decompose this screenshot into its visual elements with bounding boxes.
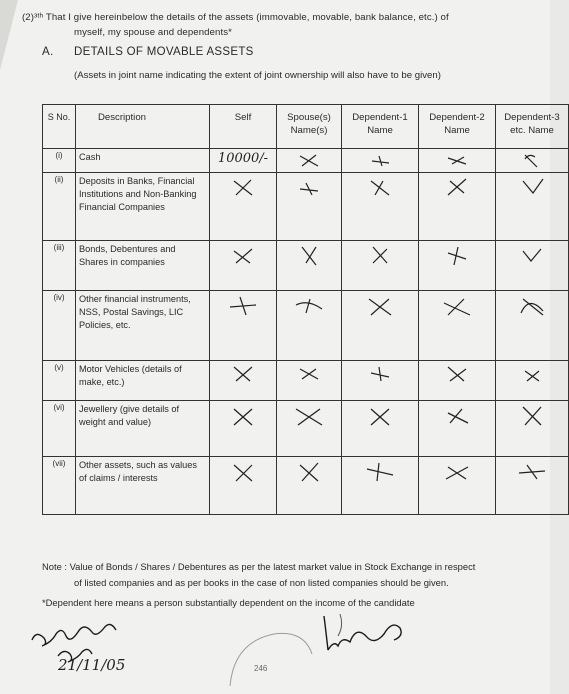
cross-mark-icon (294, 459, 324, 485)
note-line-1: Note : Value of Bonds / Shares / Debentures as per the latest market value in Stock Exchange in respect (42, 561, 476, 572)
signature-date: 21/11/05 (58, 656, 126, 674)
cross-mark-icon (442, 175, 472, 199)
cell-cross (419, 457, 496, 515)
row-description: Deposits in Banks, Financial Institutions and Non-Banking Financial Companies (76, 173, 210, 241)
cell-cross (342, 149, 419, 173)
header-spouse: Spouse(s) Name(s) (277, 105, 342, 149)
cell-cross (419, 291, 496, 361)
row-sno: (iii) (43, 241, 76, 291)
cross-mark-icon (440, 293, 474, 319)
cash-amount-handwritten: 10000/- (217, 151, 269, 166)
intro-line-1: (2)³ᵗʰ That I give hereinbelow the details of the assets (immovable, movable, bank balance, etc.) of (22, 12, 449, 23)
cell-cross (496, 173, 569, 241)
cell-cross (277, 401, 342, 457)
cross-mark-icon (440, 459, 474, 485)
table-row (43, 401, 569, 457)
cross-mark-icon (292, 403, 326, 429)
table-row (43, 361, 569, 401)
note-line-2: of listed companies and as per books in the case of non listed companies should be given. (74, 577, 449, 588)
header-dependent-1: Dependent-1 Name (342, 105, 419, 149)
cell-cross (277, 241, 342, 291)
cross-mark-icon (365, 403, 395, 429)
cell-cross (496, 291, 569, 361)
cross-mark-icon (228, 403, 258, 429)
table-row (43, 173, 569, 241)
table-row (43, 457, 569, 515)
cell-cross (419, 361, 496, 401)
cell-cross (277, 173, 342, 241)
cross-mark-icon (228, 459, 258, 485)
cell-cross (342, 291, 419, 361)
cross-mark-icon (442, 243, 472, 267)
page-fold-shadow (0, 0, 18, 70)
cross-mark-icon (365, 363, 395, 385)
row-description: Bonds, Debentures and Shares in companies (76, 241, 210, 291)
section-number: A. (42, 46, 54, 58)
cross-mark-icon (515, 293, 549, 319)
movable-assets-table (42, 104, 569, 515)
row-description: Other assets, such as values of claims / interests (76, 457, 210, 515)
cell-cross (342, 457, 419, 515)
cell-cross (342, 173, 419, 241)
page-number: 246 (254, 664, 268, 673)
cross-mark-icon (365, 175, 395, 199)
row-sno: (i) (43, 149, 76, 173)
cell-cross (419, 401, 496, 457)
table-row (43, 241, 569, 291)
cross-mark-icon (294, 243, 324, 267)
table-row (43, 291, 569, 361)
row-sno: (iv) (43, 291, 76, 361)
cell-cross (277, 457, 342, 515)
cell-cross (277, 291, 342, 361)
row-sno: (vi) (43, 401, 76, 457)
cell-cross (496, 149, 569, 173)
cell-cross (277, 149, 342, 173)
header-self: Self (210, 105, 277, 149)
cell-cross (210, 361, 277, 401)
header-dependent-2: Dependent-2 Name (419, 105, 496, 149)
cross-mark-icon (294, 175, 324, 199)
cell-cross (277, 361, 342, 401)
cell-cross (419, 173, 496, 241)
row-sno: (vii) (43, 457, 76, 515)
row-description: Jewellery (give details of weight and value) (76, 401, 210, 457)
cell-cross (419, 241, 496, 291)
cross-mark-icon (226, 293, 260, 319)
cross-mark-icon (442, 403, 472, 429)
cell-self-cash (210, 149, 277, 173)
intro-line-2: myself, my spouse and dependents* (74, 27, 232, 38)
row-sno: (ii) (43, 173, 76, 241)
cross-mark-icon (517, 151, 547, 169)
section-subnote: (Assets in joint name indicating the extent of joint ownership will also have to be given) (74, 70, 441, 81)
row-description: Other financial instruments, NSS, Postal Savings, LIC Policies, etc. (76, 291, 210, 361)
header-description: Description (76, 105, 210, 149)
table-header-row (43, 105, 569, 149)
row-description: Motor Vehicles (details of make, etc.) (76, 361, 210, 401)
cross-mark-icon (442, 151, 472, 169)
cross-mark-icon (365, 243, 395, 267)
cross-mark-icon (517, 175, 547, 199)
cross-mark-icon (365, 151, 395, 169)
cell-cross (496, 401, 569, 457)
cross-mark-icon (515, 459, 549, 485)
cell-cross (496, 361, 569, 401)
cross-mark-icon (517, 363, 547, 385)
cross-mark-icon (294, 363, 324, 385)
header-dependent-3: Dependent-3 etc. Name (496, 105, 569, 149)
cross-mark-icon (228, 363, 258, 385)
cross-mark-icon (228, 175, 258, 199)
right-signature-image (310, 606, 420, 664)
cell-cross (342, 241, 419, 291)
header-sno: S No. (43, 105, 76, 149)
cell-cross (210, 457, 277, 515)
section-title: DETAILS OF MOVABLE ASSETS (74, 46, 254, 58)
cell-cross (342, 401, 419, 457)
cell-cross (210, 291, 277, 361)
cell-cross (210, 241, 277, 291)
cell-cross (496, 241, 569, 291)
cross-mark-icon (294, 151, 324, 169)
cross-mark-icon (517, 403, 547, 429)
table-row (43, 149, 569, 173)
cross-mark-icon (228, 243, 258, 267)
cell-cross (496, 457, 569, 515)
cross-mark-icon (292, 293, 326, 319)
row-description: Cash (76, 149, 210, 173)
stamp-outline-image (224, 628, 314, 692)
cross-mark-icon (363, 459, 397, 485)
cross-mark-icon (363, 293, 397, 319)
cell-cross (210, 401, 277, 457)
cell-cross (419, 149, 496, 173)
cross-mark-icon (517, 243, 547, 267)
dependent-footnote: *Dependent here means a person substantially dependent on the income of the candidate (42, 597, 415, 608)
cell-cross (342, 361, 419, 401)
cross-mark-icon (442, 363, 472, 385)
row-sno: (v) (43, 361, 76, 401)
cell-cross (210, 173, 277, 241)
section-heading (42, 46, 254, 58)
